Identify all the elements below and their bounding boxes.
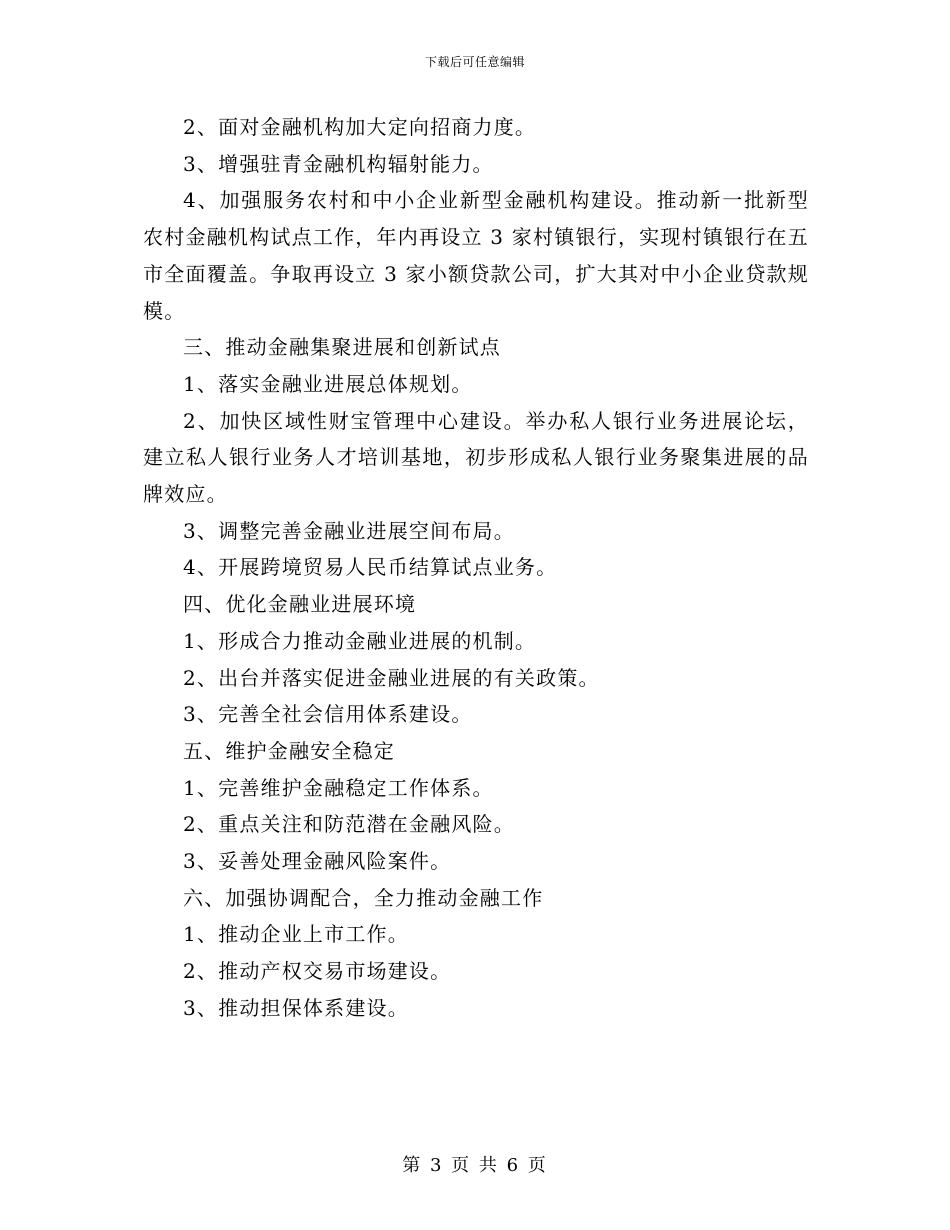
paragraph: 3、完善全社会信用体系建设。 <box>183 702 473 727</box>
page-header: 下载后可任意编辑 <box>424 55 525 69</box>
paragraph: 2、出台并落实促进金融业进展的有关政策。 <box>183 665 600 690</box>
paragraph: 1、推动企业上市工作。 <box>183 922 409 947</box>
section-heading: 四、优化金融业进展环境 <box>183 592 417 617</box>
paragraph: 1、形成合力推动金融业进展的机制。 <box>183 628 537 653</box>
paragraph: 1、完善维护金融稳定工作体系。 <box>183 775 494 800</box>
paragraph: 2、面对金融机构加大定向招商力度。 <box>183 115 537 139</box>
paragraph: 2、加快区域性财宝管理中心建设。举办私人银行业务进展论坛，建立私人银行业务人才培训基地，初步形成私人银行业务聚集进展的品牌效应。 <box>143 408 809 507</box>
document-body <box>143 109 809 1027</box>
paragraph: 2、推动产权交易市场建设。 <box>183 959 452 984</box>
section-heading: 五、维护金融安全稳定 <box>183 738 395 763</box>
paragraph: 3、推动担保体系建设。 <box>183 995 409 1020</box>
paragraph: 3、增强驻青金融机构辐射能力。 <box>183 151 494 176</box>
paragraph: 1、落实金融业进展总体规划。 <box>183 371 473 396</box>
paragraph: 3、妥善处理金融风险案件。 <box>183 849 452 874</box>
paragraph: 4、开展跨境贸易人民币结算试点业务。 <box>183 555 558 580</box>
paragraph: 4、加强服务农村和中小企业新型金融机构建设。推动新一批新型农村金融机构试点工作，年内再设立 3 家村镇银行，实现村镇银行在五市全面覆盖。争取再设立 3 家小额贷款公司，扩大其对中小企业贷款规模。 <box>143 188 809 323</box>
paragraph: 2、重点关注和防范潜在金融风险。 <box>183 812 515 837</box>
paragraph: 3、调整完善金融业进展空间布局。 <box>183 518 515 543</box>
page-number-footer: 第 3 页 共 6 页 <box>402 1155 548 1176</box>
section-heading: 六、加强协调配合，全力推动金融工作 <box>183 885 544 910</box>
section-heading: 三、推动金融集聚进展和创新试点 <box>183 335 501 360</box>
